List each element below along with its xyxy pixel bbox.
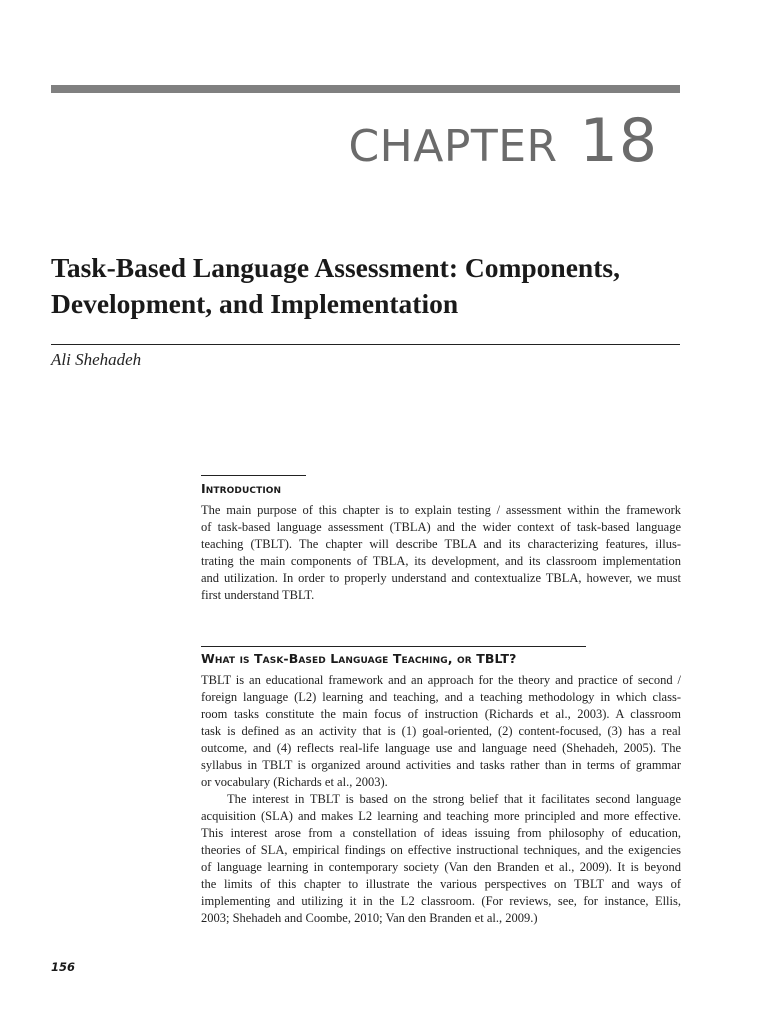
text-line: or vocabulary (Richards et al., 2003). [201, 775, 388, 789]
section-heading-introduction: Introduction [201, 481, 282, 496]
paragraph [201, 672, 681, 927]
text-line: theories of SLA, empirical findings on effective instructional techniques, and the exigencies [201, 843, 681, 857]
chapter-title [51, 250, 691, 322]
chapter-title-line: Task-Based Language Assessment: Components, [51, 252, 620, 283]
page-number: 156 [51, 960, 76, 974]
chapter-label: CHAPTER [348, 121, 558, 172]
text-line: task is defined as an activity that is (1) goal-oriented, (2) content-focused, (3) has a real [201, 724, 681, 738]
chapter-top-rule [51, 85, 680, 93]
text-line: syllabus in TBLT is organized around activities and tasks rather than in terms of grammar [201, 758, 681, 772]
author-name: Ali Shehadeh [51, 350, 142, 369]
chapter-number: 18 [579, 106, 658, 176]
text-line: and utilization. In order to properly understand and contextualize TBLA, however, we must [201, 571, 681, 585]
text-line: The main purpose of this chapter is to explain testing / assessment within the framework [201, 503, 681, 517]
text-line: implementing and utilizing it in the L2 classroom. (For reviews, see, for instance, Ellis, [201, 894, 681, 908]
text-line: room tasks constitute the main focus of instruction (Richards et al., 2003). A classroom [201, 707, 681, 721]
chapter-heading [348, 106, 658, 176]
text-line: first understand TBLT. [201, 588, 315, 602]
section-heading-what-is-tblt: What is Task-Based Language Teaching, or TBLT? [201, 651, 517, 666]
section-rule [201, 646, 586, 647]
paragraph [201, 502, 681, 604]
text-line: of task-based language assessment (TBLA) and the wider context of task-based language [201, 520, 681, 534]
chapter-title-line: Development, and Implementation [51, 288, 459, 319]
text-line: acquisition (SLA) and makes L2 learning and teaching more principled and more effective. [201, 809, 681, 823]
text-line: The interest in TBLT is based on the strong belief that it facilitates second language [227, 792, 681, 806]
text-line: TBLT is an educational framework and an approach for the theory and practice of second / [201, 673, 681, 687]
text-line: trating the main components of TBLA, its development, and its classroom implementation [201, 554, 681, 568]
text-line: of language learning in contemporary society (Van den Branden et al., 2009). It is beyond [201, 860, 681, 874]
text-line: This interest arose from a constellation of ideas issuing from philosophy of education, [201, 826, 681, 840]
section-rule [201, 475, 306, 476]
text-line: the limits of this chapter to illustrate the various perspectives on TBLT and ways of [201, 877, 681, 891]
text-line: teaching (TBLT). The chapter will describe TBLA and its characterizing features, illus- [201, 537, 681, 551]
title-rule [51, 344, 680, 345]
text-line: foreign language (L2) learning and teaching, and a teaching methodology in which class- [201, 690, 681, 704]
text-line: 2003; Shehadeh and Coombe, 2010; Van den Branden et al., 2009.) [201, 911, 538, 925]
text-line: outcome, and (4) reflects real-life language use and language need (Shehadeh, 2005). The [201, 741, 681, 755]
